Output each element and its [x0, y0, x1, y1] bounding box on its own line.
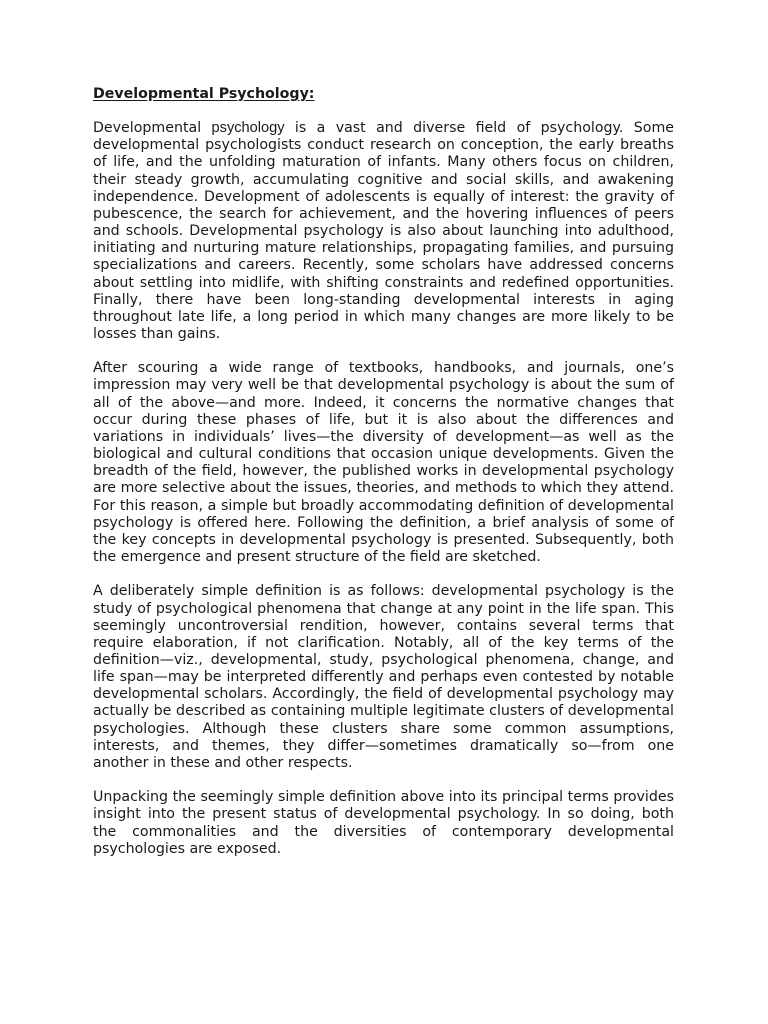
paragraph-2: After scouring a wide range of textbooks, handbooks, and journals, one’s impression may very well be that developmental psychology is about the sum of all of the above—and more. Indeed, it concerns the normative changes that occur during these phases of life, but it is also about the differences and variations in individuals’ lives—the diversity of development—as well as the biological and cultural conditions that occasion unique developments. Given the breadth of the field, however, the published works in developmental psychology are more selective about the issues, theories, and methods to which they attend. For this reason, a simple but broadly accommodating definition of developmental psychology is offered here. Following the definition, a brief analysis of some of the key concepts in developmental psychology is presented. Subsequently, both the emergence and present structure of the field are sketched.: [93, 360, 674, 566]
paragraph-1: [93, 120, 674, 343]
document-title: Developmental Psychology:: [93, 86, 315, 102]
paragraph-1-lead-alt-font: psychology: [211, 120, 285, 137]
document-page: [93, 86, 674, 875]
paragraph-4: Unpacking the seemingly simple definition above into its principal terms provides insight into the present status of developmental psychology. In so doing, both the commonalities and the diversities of contemporary developmental psychologies are exposed.: [93, 789, 674, 857]
paragraph-1-text: is a vast and diverse field of psychology. Some developmental psychologists conduct research on conception, the early breaths of life, and the unfolding maturation of infants. Many others focus on children, their steady growth, accumulating cognitive and social skills, and awakening independence. Development of adolescents is equally of interest: the gravity of pubescence, the search for achievement, and the hovering influences of peers and schools. Developmental psychology is also about launching into adulthood, initiating and nurturing mature relationships, propagating families, and pursuing specializations and careers. Recently, some scholars have addressed concerns about settling into midlife, with shifting constraints and redefined opportunities. Finally, there have been long-standing developmental interests in aging throughout late life, a long period in which many changes are more likely to be losses than gains.: [93, 120, 674, 343]
paragraph-1-lead: Developmental: [93, 120, 212, 137]
paragraph-3: A deliberately simple definition is as follows: developmental psychology is the study of psychological phenomena that change at any point in the life span. This seemingly uncontroversial rendition, however, contains several terms that require elaboration, if not clarification. Notably, all of the key terms of the definition—viz., developmental, study, psychological phenomena, change, and life span—may be interpreted differently and perhaps even contested by notable developmental scholars. Accordingly, the field of developmental psychology may actually be described as containing multiple legitimate clusters of developmental psychologies. Although these clusters share some common assumptions, interests, and themes, they differ—sometimes dramatically so—from one another in these and other respects.: [93, 583, 674, 771]
